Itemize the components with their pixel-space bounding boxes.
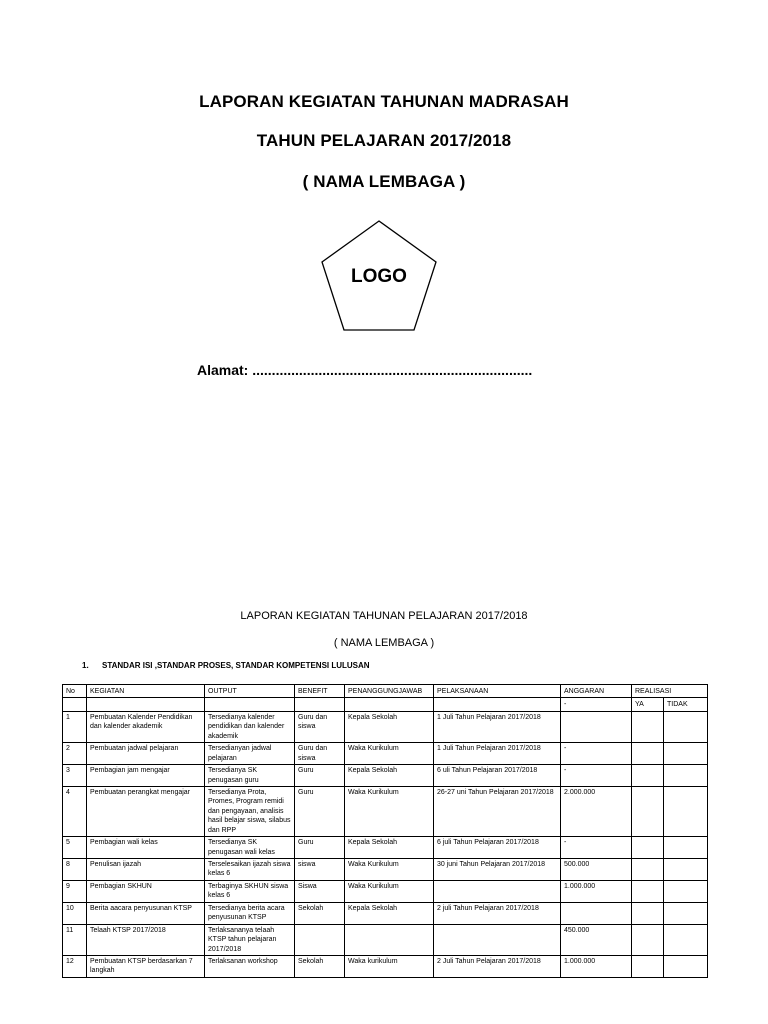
table-row <box>63 880 708 902</box>
cell-realisasi-ya <box>632 765 664 787</box>
subheader-tidak: TIDAK <box>664 698 708 711</box>
header-kegiatan: KEGIATAN <box>87 685 205 698</box>
cell-output: Tersedianya kalender pendidikan dan kalender akademik <box>205 711 295 742</box>
cell-pelaksanaan: 26-27 uni Tahun Pelajaran 2017/2018 <box>434 786 561 836</box>
logo-placeholder <box>318 218 440 334</box>
subheader-empty <box>63 698 87 711</box>
subheader-ya: YA <box>632 698 664 711</box>
cell-pelaksanaan <box>434 880 561 902</box>
subheader-empty <box>345 698 434 711</box>
cell-pelaksanaan: 1 Juli Tahun Pelajaran 2017/2018 <box>434 711 561 742</box>
cell-pelaksanaan: 1 Juli Tahun Pelajaran 2017/2018 <box>434 743 561 765</box>
cell-no: 11 <box>63 924 87 955</box>
cell-kegiatan: Berita aacara penyusunan KTSP <box>87 902 205 924</box>
cell-pelaksanaan: 2 juli Tahun Pelajaran 2017/2018 <box>434 902 561 924</box>
section-title: STANDAR ISI ,STANDAR PROSES, STANDAR KOMPETENSI LULUSAN <box>102 661 370 670</box>
cell-no: 12 <box>63 955 87 977</box>
address-line: Alamat: ........................................................................ <box>197 362 533 378</box>
cell-kegiatan: Telaah KTSP 2017/2018 <box>87 924 205 955</box>
table-row <box>63 837 708 859</box>
cell-pelaksanaan: 6 juli Tahun Pelajaran 2017/2018 <box>434 837 561 859</box>
cell-benefit: Sekolah <box>295 902 345 924</box>
subheader-empty <box>205 698 295 711</box>
cell-penanggungjawab: Waka Kurikulum <box>345 786 434 836</box>
cell-penanggungjawab: Kepala Sekolah <box>345 902 434 924</box>
cell-realisasi-ya <box>632 786 664 836</box>
cell-kegiatan: Penulisan ijazah <box>87 859 205 881</box>
cell-no: 2 <box>63 743 87 765</box>
cell-anggaran: 500.000 <box>561 859 632 881</box>
cell-realisasi-tidak <box>664 837 708 859</box>
cell-no: 4 <box>63 786 87 836</box>
cell-benefit: Guru <box>295 765 345 787</box>
cell-kegiatan: Pembuatan jadwal pelajaran <box>87 743 205 765</box>
cell-realisasi-tidak <box>664 711 708 742</box>
header-no: No <box>63 685 87 698</box>
cell-kegiatan: Pembuatan perangkat mengajar <box>87 786 205 836</box>
cell-output: Terselesaikan ijazah siswa kelas 6 <box>205 859 295 881</box>
cell-penanggungjawab: Waka Kurikulum <box>345 743 434 765</box>
cell-realisasi-ya <box>632 880 664 902</box>
table-row <box>63 743 708 765</box>
table-body <box>63 711 708 977</box>
cell-penanggungjawab: Kepala Sekolah <box>345 711 434 742</box>
cell-realisasi-tidak <box>664 765 708 787</box>
cell-output: Terlaksanan workshop <box>205 955 295 977</box>
cell-output: Tersedianya Prota, Promes, Program remidi dan pengayaan, analisis hasil belajar siswa, silabus dan RPP <box>205 786 295 836</box>
cell-pelaksanaan <box>434 924 561 955</box>
table-row <box>63 786 708 836</box>
table-header-row <box>63 685 708 698</box>
cell-penanggungjawab <box>345 924 434 955</box>
cell-penanggungjawab: Waka Kurikulum <box>345 859 434 881</box>
cover-title-line-2: TAHUN PELAJARAN 2017/2018 <box>256 131 512 150</box>
cell-no: 3 <box>63 765 87 787</box>
cell-no: 10 <box>63 902 87 924</box>
cell-no: 8 <box>63 859 87 881</box>
cell-pelaksanaan: 30 juni Tahun Pelajaran 2017/2018 <box>434 859 561 881</box>
cell-no: 5 <box>63 837 87 859</box>
cell-pelaksanaan: 6 uli Tahun Pelajaran 2017/2018 <box>434 765 561 787</box>
header-realisasi: REALISASI <box>632 685 708 698</box>
cell-pelaksanaan: 2 Juli Tahun Pelajaran 2017/2018 <box>434 955 561 977</box>
cell-penanggungjawab: Waka Kurikulum <box>345 880 434 902</box>
cell-anggaran: 2.000.000 <box>561 786 632 836</box>
cell-anggaran: - <box>561 743 632 765</box>
cell-anggaran: 450.000 <box>561 924 632 955</box>
header-penanggungjawab: PENANGGUNGJAWAB <box>345 685 434 698</box>
cell-realisasi-ya <box>632 711 664 742</box>
table-row <box>63 859 708 881</box>
cell-output: Terbaginya SKHUN siswa kelas 6 <box>205 880 295 902</box>
cell-penanggungjawab: Kepala Sekolah <box>345 765 434 787</box>
cell-realisasi-ya <box>632 859 664 881</box>
report-title: LAPORAN KEGIATAN TAHUNAN PELAJARAN 2017/2018 <box>240 610 528 622</box>
cell-no: 9 <box>63 880 87 902</box>
cell-realisasi-ya <box>632 743 664 765</box>
cell-benefit: Guru <box>295 837 345 859</box>
cell-benefit: Guru <box>295 786 345 836</box>
cell-benefit <box>295 924 345 955</box>
table-row <box>63 902 708 924</box>
cell-realisasi-ya <box>632 837 664 859</box>
cell-penanggungjawab: Waka kurikulum <box>345 955 434 977</box>
cell-realisasi-tidak <box>664 955 708 977</box>
subheader-empty <box>434 698 561 711</box>
cell-realisasi-tidak <box>664 786 708 836</box>
header-output: OUTPUT <box>205 685 295 698</box>
cell-output: Tersedianyan jadwal pelajaran <box>205 743 295 765</box>
cell-kegiatan: Pembagian SKHUN <box>87 880 205 902</box>
cell-realisasi-ya <box>632 902 664 924</box>
cell-penanggungjawab: Kepala Sekolah <box>345 837 434 859</box>
cell-realisasi-ya <box>632 955 664 977</box>
subheader-anggaran: - <box>561 698 632 711</box>
cell-realisasi-tidak <box>664 743 708 765</box>
cell-benefit: Sekolah <box>295 955 345 977</box>
cell-benefit: Guru dan siswa <box>295 711 345 742</box>
cell-anggaran: - <box>561 837 632 859</box>
cell-benefit: Guru dan siswa <box>295 743 345 765</box>
table-subheader-row <box>63 698 708 711</box>
table-row <box>63 955 708 977</box>
header-pelaksanaan: PELAKSANAAN <box>434 685 561 698</box>
subheader-empty <box>87 698 205 711</box>
cell-realisasi-ya <box>632 924 664 955</box>
cell-benefit: siswa <box>295 859 345 881</box>
cell-output: Terlaksananya telaah KTSP tahun pelajaran 2017/2018 <box>205 924 295 955</box>
table-row <box>63 924 708 955</box>
header-benefit: BENEFIT <box>295 685 345 698</box>
cell-kegiatan: Pembagian jam mengajar <box>87 765 205 787</box>
cover-title-line-1: LAPORAN KEGIATAN TAHUNAN MADRASAH <box>199 92 569 111</box>
cell-kegiatan: Pembagian wali kelas <box>87 837 205 859</box>
cell-anggaran: 1.000.000 <box>561 880 632 902</box>
cell-benefit: Siswa <box>295 880 345 902</box>
cell-realisasi-tidak <box>664 902 708 924</box>
header-anggaran: ANGGARAN <box>561 685 632 698</box>
cover-title-line-3: ( NAMA LEMBAGA ) <box>302 172 466 191</box>
cell-anggaran <box>561 902 632 924</box>
cell-realisasi-tidak <box>664 880 708 902</box>
table-row <box>63 765 708 787</box>
table-row <box>63 711 708 742</box>
cell-output: Tersedianya SK penugasan guru <box>205 765 295 787</box>
cell-no: 1 <box>63 711 87 742</box>
subheader-empty <box>295 698 345 711</box>
cell-anggaran: 1.000.000 <box>561 955 632 977</box>
cell-output: Tersedianya berita acara penyusunan KTSP <box>205 902 295 924</box>
cell-kegiatan: Pembuatan Kalender Pendidikan dan kalender akademik <box>87 711 205 742</box>
section-heading <box>82 661 370 670</box>
cell-anggaran: - <box>561 765 632 787</box>
activity-table <box>62 684 708 978</box>
logo-text: LOGO <box>351 266 407 287</box>
cell-kegiatan: Pembuatan KTSP berdasarkan 7 langkah <box>87 955 205 977</box>
section-number: 1. <box>82 661 89 670</box>
cell-realisasi-tidak <box>664 859 708 881</box>
report-subtitle: ( NAMA LEMBAGA ) <box>333 637 435 649</box>
cell-anggaran <box>561 711 632 742</box>
cell-output: Tersedianya SK penugasan wali kelas <box>205 837 295 859</box>
cell-realisasi-tidak <box>664 924 708 955</box>
